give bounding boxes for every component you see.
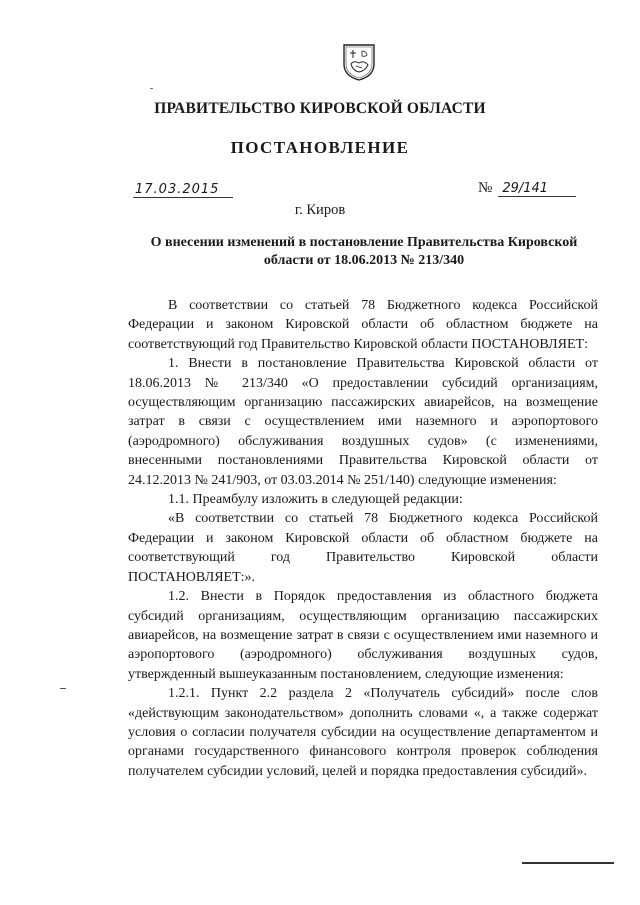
coat-of-arms-icon [340, 42, 378, 82]
city: г. Киров [294, 202, 346, 218]
paragraph-item-1-1: 1.1. Преамбулу изложить в следующей редакции: [168, 492, 463, 508]
bottom-rule [522, 862, 614, 864]
document-body [128, 296, 598, 781]
document-date: 17.03.2015 [133, 182, 233, 198]
document-number [478, 180, 576, 197]
number-sign: № [478, 180, 493, 196]
paragraph-quote: «В соответствии со статьей 78 Бюджетного кодекса Российской Федерации и законом Кировской области об областном бюджете на соответствующий год Правительство Кировской области ПОСТАНОВЛЯЕТ:». [128, 511, 598, 585]
number-value: 29/141 [498, 181, 576, 197]
government-title: ПРАВИТЕЛЬСТВО КИРОВСКОЙ ОБЛАСТИ [154, 100, 486, 117]
document-type: ПОСТАНОВЛЕНИЕ [230, 138, 410, 157]
paragraph-preamble: В соответствии со статьей 78 Бюджетного кодекса Российской Федерации и законом Кировской области об областном бюджете на соответствующий год Правительство Кировской области ПОСТАНОВЛЯЕТ: [128, 298, 598, 352]
document-subject: О внесении изменений в постановление Правительства Кировской области от 18.06.2013 № 213/340 [150, 235, 578, 268]
margin-mark [60, 688, 66, 689]
paragraph-item-1: 1. Внести в постановление Правительства Кировской области от 18.06.2013 № 213/340 «О предоставлении субсидий организациям, осуществляющим организацию пассажирских авиарейсов, на возмещение затрат в связи с осуществлением ими наземного и аэропортового (аэродромного) обслуживания воздушных судов» (с изменениями, внесенными постановлениями Правительства Кировской области от 24.12.2013 № 241/903, от 03.03.2014 № 251/140) следующие изменения: [128, 356, 598, 488]
paragraph-item-1-2-1: 1.2.1. Пункт 2.2 раздела 2 «Получатель субсидий» после слов «действующим законодательством» дополнить словами «, а также содержат условия о согласии получателя субсидии на осуществление департаментом и органами государственного финансового контроля проверок соблюдения получателем субсидии условий, целей и порядка предоставления субсидий». [128, 686, 598, 779]
scan-speck [150, 88, 153, 89]
paragraph-item-1-2: 1.2. Внести в Порядок предоставления из областного бюджета субсидий организациям, осуществляющим организацию пассажирских авиарейсов, на возмещение затрат в связи с осуществлением ими наземного и аэропортового (аэродромного) обслуживания воздушных судов, утвержденный вышеуказанным постановлением, следующие изменения: [128, 589, 598, 682]
